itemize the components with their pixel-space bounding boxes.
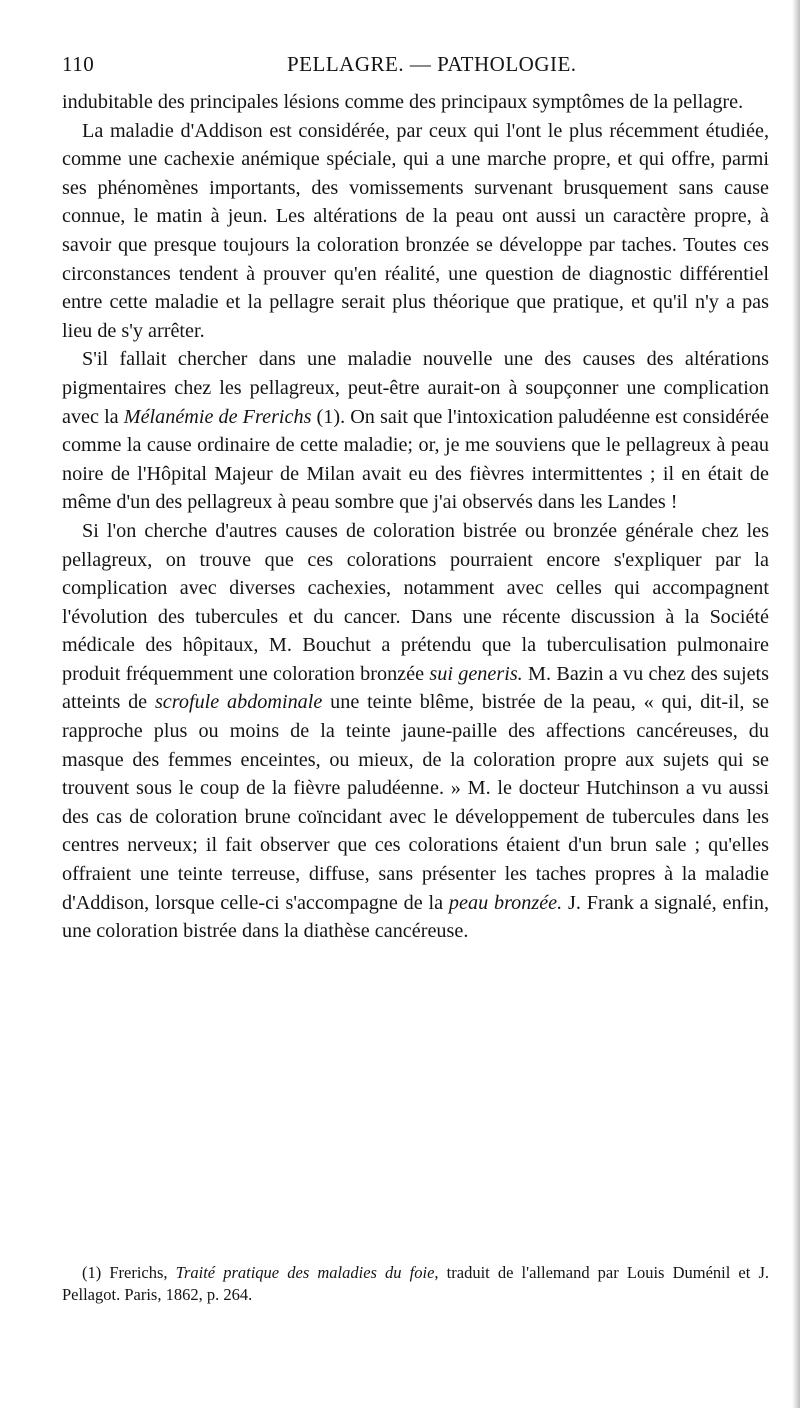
text-segment: S'il fallait chercher dans une maladie nouvelle une des causes des altérations pigmentaires chez les pellagreux, peut-être aurait-on à soupçonner une complication avec la (62, 348, 769, 428)
text-segment: (1). On sait que l'intoxication paludéenne est considérée comme la cause ordinaire de cette maladie; or, je me souviens que le pellagreux à peau noire de l'Hôpital Majeur de Milan avait eu des fièvres intermittentes ; il en était de même d'un des pellagreux à peau sombre que j'ai observés dans les Landes ! (62, 405, 769, 514)
text-segment: Si l'on cherche d'autres causes de coloration bistrée ou bronzée générale chez les pellagreux, on trouve que ces colorations pourraient encore s'expliquer par la complication avec diverses cachexies, notamment avec celles qui accompagnent l'évolution des tubercules et du cancer. Dans une récente discussion à la Société médicale des hôpitaux, M. Bouchut a prétendu que la tuberculisation pulmonaire produit fréquemment une coloration bronzée (62, 519, 769, 685)
body-text (62, 88, 769, 946)
italic-title: Traité pratique des maladies du foie (175, 1263, 435, 1282)
paragraph-other-causes (62, 517, 769, 946)
text-segment: M. Bazin a vu chez des sujets atteints de (62, 662, 770, 714)
footnote (62, 1262, 769, 1306)
text-segment: J. Frank a signalé, enfin, une coloration bistrée dans la diathèse cancéreuse. (62, 891, 770, 943)
text-segment: indubitable des principales lésions comme des principaux symptômes de la pellagre. (62, 91, 744, 113)
italic-term: peau bronzée. (448, 891, 563, 914)
footnote-text (62, 1262, 769, 1306)
italic-term: Mélanémie de Frerichs (123, 405, 312, 428)
text-segment: , traduit de l'allemand par Louis Duménil et J. Pellagot. Paris, 1862, p. 264. (62, 1263, 769, 1304)
italic-term: scrofule abdominale (154, 691, 323, 714)
text-segment: (1) Frerichs, (82, 1263, 176, 1282)
italic-term: sui generis. (429, 662, 523, 685)
page-number: 110 (62, 52, 95, 76)
paragraph-1 (62, 88, 769, 117)
running-title: PELLAGRE. — PATHOLOGIE. (287, 52, 577, 76)
page-header (62, 48, 782, 82)
paragraph-addison (62, 117, 769, 346)
text-segment: La maladie d'Addison est considérée, par ceux qui l'ont le plus récemment étudiée, comme une cachexie anémique spéciale, qui a une marche propre, et qui offre, parmi ses phénomènes importants, des vomissements survenant brusquement sans cause connue, le matin à jeun. Les altérations de la peau ont aussi un caractère propre, à savoir que presque toujours la coloration bronzée se développe par taches. Toutes ces circonstances tendent à prouver qu'en réalité, une question de diagnostic différentiel entre cette maladie et la pellagre serait plus théorique que pratique, et qu'il n'y a pas lieu de s'y arrêter. (62, 119, 769, 342)
paragraph-melanemie (62, 345, 769, 517)
text-segment: une teinte blême, bistrée de la peau, « qui, dit-il, se rapproche plus ou moins de la teinte jaune-paille des affections cancéreuses, du masque des femmes enceintes, ou mieux, de la coloration propre aux sujets qui se trouvent sous le coup de la fièvre paludéenne. » M. le docteur Hutchinson a vu aussi des cas de coloration brune coïncidant avec le développement de tubercules dans les centres nerveux; il fait observer que ces colorations étaient d'un brun sale ; qu'elles offraient une teinte terreuse, diffuse, sans présenter les taches propres à la maladie d'Addison, lorsque celle-ci s'accompagne de la (62, 691, 770, 914)
page-edge-shadow (792, 0, 800, 1408)
